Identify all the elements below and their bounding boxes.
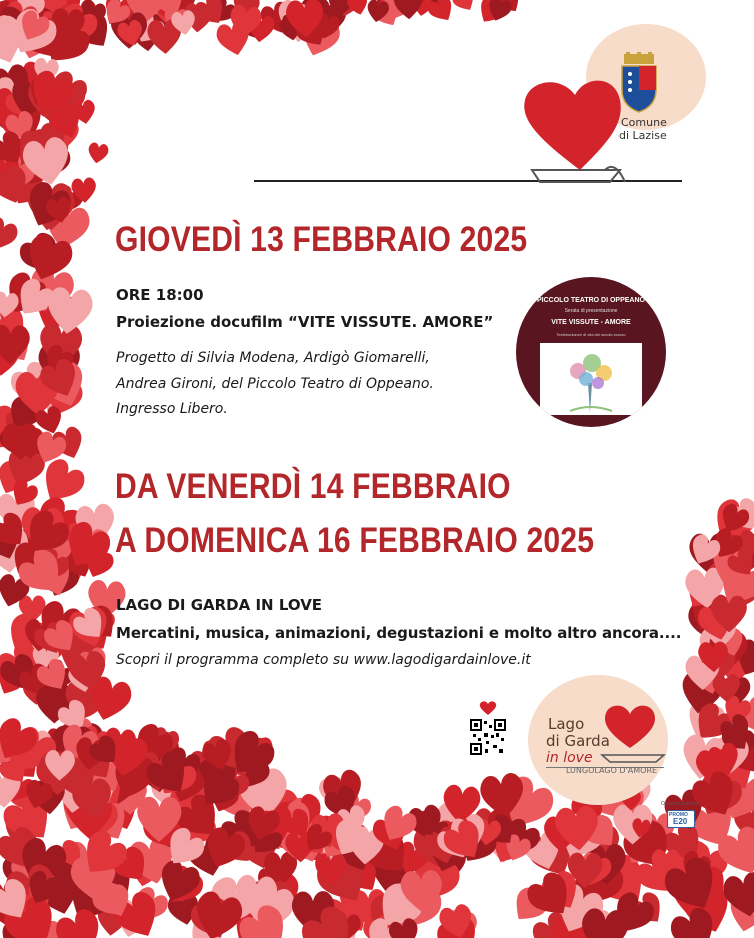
poster-line2: Serata di presentazione	[564, 308, 618, 314]
event2-title: LAGO DI GARDA IN LOVE	[116, 596, 323, 614]
promo-e20-logo	[667, 810, 695, 828]
poster-line4: Testimonianze di vita del secolo scorso	[556, 332, 626, 337]
qr-code[interactable]	[470, 719, 506, 755]
comune-name-line1: Comune	[621, 116, 667, 129]
confetti-heart	[0, 325, 30, 365]
organizer-label: Organizzazione	[661, 801, 700, 807]
event2-date-heading-line2: A DOMENICA 16 FEBBRAIO 2025	[115, 521, 595, 560]
lago-logo-line2: di Garda	[546, 732, 610, 750]
poster-line1: PICCOLO TEATRO DI OPPEANO	[537, 297, 645, 304]
lago-logo-line4: LUNGOLAGO D'AMORE	[566, 766, 658, 775]
poster-line3: VITE VISSUTE - AMORE	[551, 319, 631, 326]
confetti-heart	[450, 0, 479, 15]
event2-subtitle: Mercatini, musica, animazioni, degustazioni e molto altro ancora....	[116, 624, 682, 642]
event1-desc-line1: Progetto di Silvia Modena, Ardigò Giomarelli,	[116, 350, 430, 366]
confetti-heart	[86, 142, 109, 165]
event1-desc-line3: Ingresso Libero.	[116, 401, 228, 417]
event2-date-heading-line1: DA VENERDÌ 14 FEBBRAIO	[115, 467, 511, 506]
tree-illustration-icon	[540, 343, 642, 415]
event1-time: ORE 18:00	[116, 286, 204, 304]
lago-logo-line3: in love	[546, 750, 593, 766]
film-poster-circle	[516, 277, 666, 427]
event2-website-link[interactable]: Scopri il programma completo su www.lagodigardainlove.it	[116, 652, 531, 668]
poster-artwork	[540, 343, 642, 415]
event1-date-heading: GIOVEDÌ 13 FEBBRAIO 2025	[115, 220, 528, 259]
coat-of-arms-icon	[618, 52, 660, 114]
event1-title: Proiezione docufilm “VITE VISSUTE. AMORE”	[116, 313, 494, 331]
confetti-heart	[0, 214, 21, 256]
comune-name-line2: di Lazise	[619, 129, 667, 142]
lago-logo-line1: Lago	[548, 715, 585, 733]
promo-e20-brand: PROMO	[669, 812, 688, 818]
event1-desc-line2: Andrea Gironi, del Piccolo Teatro di Oppeano.	[116, 376, 434, 392]
promo-e20-brand2: E20	[673, 817, 688, 826]
heart-small-icon	[479, 700, 497, 716]
